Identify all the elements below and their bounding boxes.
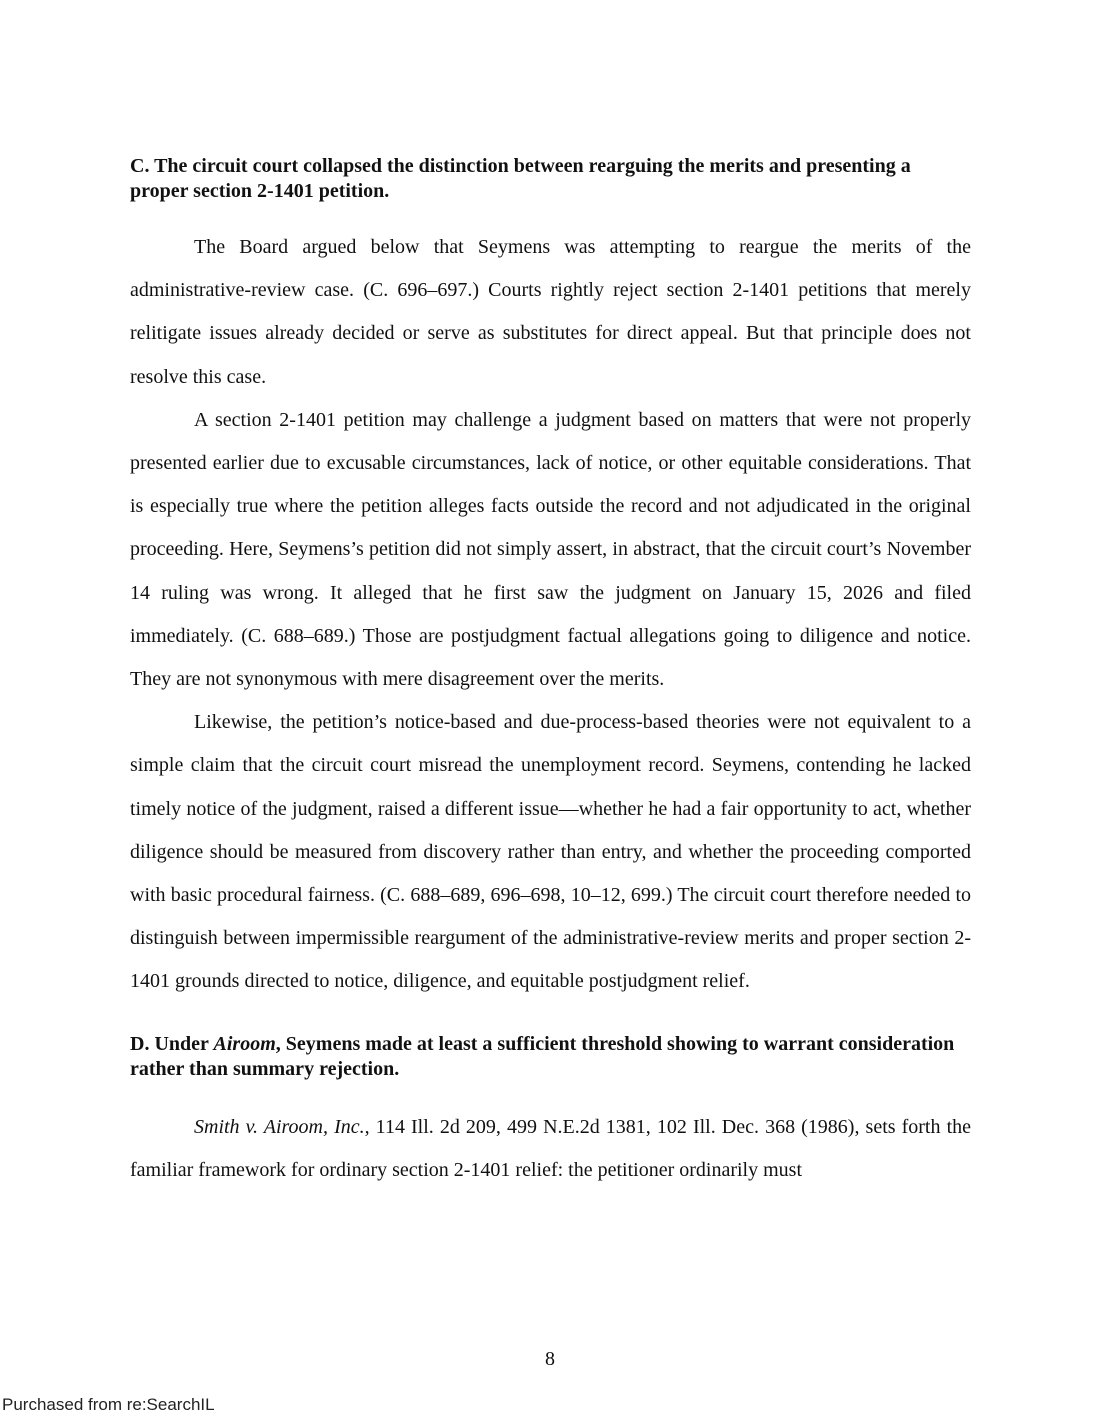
section-c-heading: C. The circuit court collapsed the distinction between rearguing the merits and presenting a proper section 2-1401 petition. — [130, 155, 911, 202]
section-d-heading-case-name: Airoom — [213, 1032, 276, 1055]
section-c-paragraph-3: Likewise, the petition’s notice-based and due-process-based theories were not equivalent to a simple claim that the circuit court misread the unemployment record. Seymens, contending he lacked timely notice of the judgment, raised a different issue—whether he had a fair opportunity to act, whether diligence should be measured from discovery rather than entry, and whether the proceeding comported with basic procedural fairness. (C. 688–689, 696–698, 10–12, 699.) The circuit court therefore needed to distinguish between impermissible reargument of the administrative-review merits and proper section 2-1401 grounds directed to notice, diligence, and equitable postjudgment relief. — [130, 711, 971, 993]
case-citation-name: Smith v. Airoom, Inc. — [194, 1115, 365, 1138]
section-d-heading — [130, 1032, 971, 1082]
section-d-paragraph-text: , 114 Ill. 2d 209, 499 N.E.2d 1381, 102 Ill. Dec. 368 (1986), sets forth the familiar framework for ordinary section 2-1401 relief: the petitioner ordinarily must — [130, 1115, 971, 1181]
section-d-heading-prefix: D. Under — [130, 1032, 214, 1055]
section-c-paragraph-2: A section 2-1401 petition may challenge a judgment based on matters that were not properly presented earlier due to excusable circumstances, lack of notice, or other equitable considerations. That is especially true where the petition alleges facts outside the record and not adjudicated in the original proceeding. Here, Seymens’s petition did not simply assert, in abstract, that the circuit court’s November 14 ruling was wrong. It alleged that he first saw the judgment on January 15, 2026 and filed immediately. (C. 688–689.) Those are postjudgment factual allegations going to diligence and notice. They are not synonymous with mere disagreement over the merits. — [130, 408, 971, 691]
page-number: 8 — [545, 1348, 555, 1370]
section-d-paragraph-1 — [130, 1106, 971, 1192]
document-page — [130, 154, 971, 1192]
purchase-footer-stamp: Purchased from re:SearchIL — [2, 1395, 215, 1414]
section-d-heading-suffix: , Seymens made at least a sufficient threshold showing to warrant consideration rather than summary rejection. — [130, 1032, 955, 1080]
section-c-paragraph-1: The Board argued below that Seymens was attempting to reargue the merits of the administrative-review case. (C. 696–697.) Courts rightly reject section 2-1401 petitions that merely relitigate issues already decided or serve as substitutes for direct appeal. But that principle does not resolve this case. — [130, 236, 971, 388]
